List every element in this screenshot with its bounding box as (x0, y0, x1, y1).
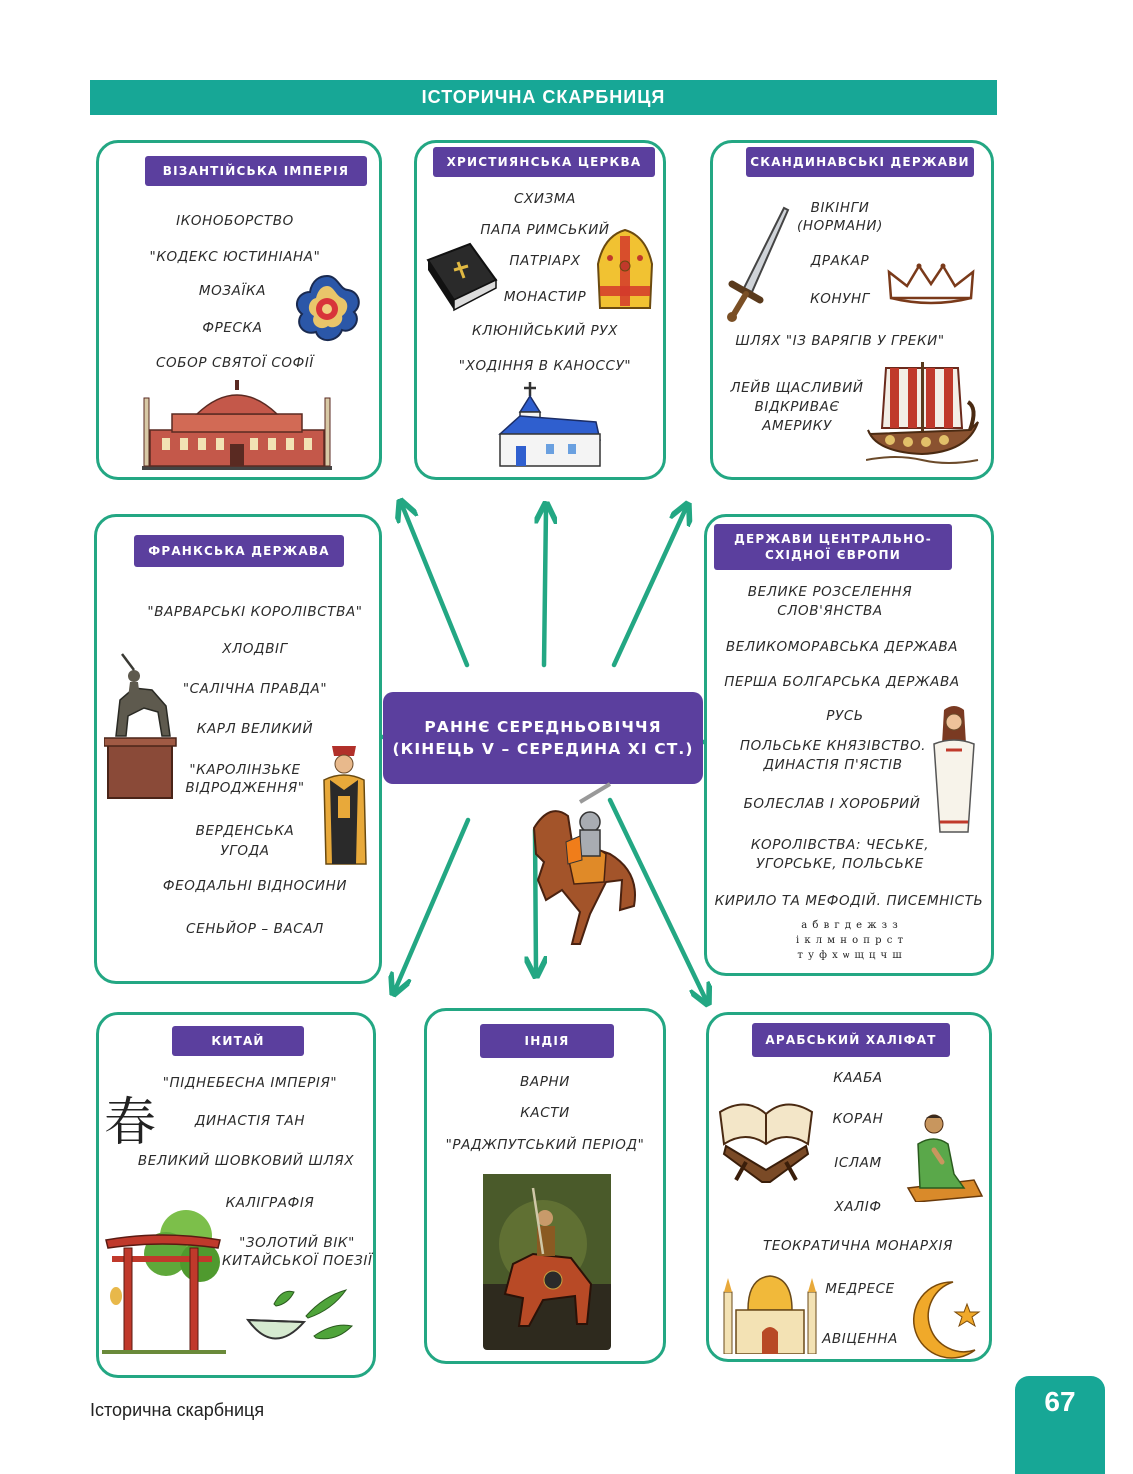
caliphate-item: АВІЦЕННА (822, 1331, 898, 1347)
caliphate-item: КААБА (833, 1070, 883, 1086)
rajput-warrior-icon (483, 1174, 611, 1350)
china-item: КАЛІГРАФІЯ (225, 1195, 315, 1211)
franks-item: УГОДА (220, 843, 270, 859)
central-topic (383, 692, 703, 784)
bible-icon (418, 240, 500, 312)
central-europe-item: ПОЛЬСЬКЕ КНЯЗІВСТВО. (739, 738, 927, 754)
central-europe-item: ВЕЛИКЕ РОЗСЕЛЕННЯ (747, 584, 913, 600)
central-europe-item: ВЕЛИКОМОРАВСЬКА ДЕРЖАВА (725, 639, 959, 655)
scandinavia-item: КОНУНГ (810, 291, 870, 307)
scandinavia-item: ДРАКАР (810, 253, 870, 269)
church-item: МОНАСТИР (503, 289, 587, 305)
alphabet-line: і к л м н о п р с т (795, 935, 905, 946)
church-item: ПАПА РИМСЬКИЙ (480, 222, 610, 238)
central-europe-item: РУСЬ (826, 708, 864, 724)
card-title-india: ІНДІЯ (480, 1024, 614, 1058)
caliphate-item: КОРАН (832, 1111, 884, 1127)
byzantium-item: ФРЕСКА (202, 320, 263, 336)
card-title-scandinavia: СКАНДИНАВСЬКІ ДЕРЖАВИ (746, 147, 974, 177)
central-europe-item: СЛОВ'ЯНСТВА (777, 603, 883, 619)
card-title-china: КИТАЙ (172, 1026, 304, 1056)
church-icon (496, 382, 602, 472)
card-title-central-europe-line1: ДЕРЖАВИ ЦЕНТРАЛЬНО- (734, 532, 932, 546)
alphabet-line: а б в г д е ж з з (801, 920, 899, 931)
praying-man-icon (904, 1110, 984, 1202)
china-item: ВЕЛИКИЙ ШОВКОВИЙ ШЛЯХ (137, 1153, 355, 1169)
church-item: ПАТРІАРХ (509, 253, 581, 269)
china-item: КИТАЙСЬКОЇ ПОЕЗІЇ (222, 1253, 373, 1269)
alphabet-sample (785, 918, 915, 963)
india-item: "РАДЖПУТСЬКИЙ ПЕРІОД" (445, 1137, 645, 1153)
page-number-value: 67 (1044, 1386, 1076, 1417)
caliphate-item: ТЕОКРАТИЧНА МОНАРХІЯ (762, 1238, 954, 1254)
scandinavia-item: ВІДКРИВАЄ (754, 399, 840, 415)
card-title-caliphate: АРАБСЬКИЙ ХАЛІФАТ (752, 1023, 950, 1057)
page-number (1015, 1376, 1105, 1474)
banner-title: ІСТОРИЧНА СКАРБНИЦЯ (421, 87, 666, 107)
franks-item: "САЛІЧНА ПРАВДА" (182, 681, 328, 697)
torii-gate-icon (102, 1196, 226, 1356)
monk-icon (316, 740, 372, 868)
china-item: "ЗОЛОТИЙ ВІК" (239, 1235, 355, 1251)
card-title-central-europe-line2: СХІДНОЇ ЄВРОПИ (765, 548, 901, 562)
byzantium-item: "КОДЕКС ЮСТИНІАНА" (149, 249, 321, 265)
arrow-to-church (544, 508, 546, 665)
mitre-icon (594, 228, 656, 312)
card-title-franks: ФРАНКСЬКА ДЕРЖАВА (134, 535, 344, 567)
quran-stand-icon (716, 1092, 816, 1184)
viking-ship-icon (866, 360, 982, 466)
caliphate-item: ІСЛАМ (834, 1155, 882, 1171)
slavic-woman-icon (926, 704, 982, 834)
china-item: ДИНАСТІЯ ТАН (194, 1113, 306, 1129)
byzantium-item: ІКОНОБОРСТВО (176, 213, 294, 229)
crown-icon (885, 262, 977, 308)
franks-item: КАРЛ ВЕЛИКИЙ (196, 721, 314, 737)
statue-icon (104, 648, 182, 800)
card-title-church: ХРИСТИЯНСЬКА ЦЕРКВА (433, 147, 655, 177)
china-item: "ПІДНЕБЕСНА ІМПЕРІЯ" (162, 1075, 338, 1091)
central-europe-item: ДИНАСТІЯ П'ЯСТІВ (763, 757, 903, 773)
franks-item: "КАРОЛІНЗЬКЕ (189, 762, 301, 778)
card-title-central-europe (714, 524, 952, 570)
byzantium-item: СОБОР СВЯТОЇ СОФІЇ (155, 355, 315, 371)
franks-item: ВІДРОДЖЕННЯ" (185, 780, 305, 796)
central-europe-item: КОРОЛІВСТВА: ЧЕСЬКЕ, (750, 837, 930, 853)
byzantium-item: МОЗАЇКА (198, 283, 267, 299)
mosque-icon (720, 1270, 820, 1354)
scandinavia-item: ВІКІНГИ (810, 200, 870, 216)
footer-section-name: Історична скарбниця (90, 1400, 265, 1420)
sword-icon (722, 206, 794, 322)
cathedral-icon (142, 378, 332, 470)
scandinavia-item: ШЛЯХ "ІЗ ВАРЯГІВ У ГРЕКИ" (735, 333, 945, 349)
arrow-to-scandinavia (614, 508, 686, 665)
knight-icon (510, 782, 650, 950)
arrow-to-byzantium (402, 505, 467, 665)
tea-icon (244, 1286, 354, 1358)
central-europe-item: УГОРСЬКЕ, ПОЛЬСЬКЕ (756, 856, 924, 872)
franks-item: ВЕРДЕНСЬКА (195, 823, 295, 839)
scandinavia-item: (НОРМАНИ) (797, 218, 883, 234)
franks-item: "ВАРВАРСЬКІ КОРОЛІВСТВА" (147, 604, 363, 620)
central-topic-line1: РАННЄ СЕРЕДНЬОВІЧЧЯ (424, 718, 662, 736)
india-item: КАСТИ (520, 1105, 570, 1121)
central-europe-item: КИРИЛО ТА МЕФОДІЙ. ПИСЕМНІСТЬ (714, 893, 984, 909)
church-item: СХИЗМА (514, 191, 576, 207)
central-europe-item: ПЕРША БОЛГАРСЬКА ДЕРЖАВА (724, 674, 960, 690)
franks-item: ФЕОДАЛЬНІ ВІДНОСИНИ (162, 878, 348, 894)
crescent-star-icon (905, 1278, 989, 1360)
franks-item: ХЛОДВІГ (222, 641, 288, 657)
franks-item: СЕНЬЙОР – ВАСАЛ (186, 921, 324, 937)
card-title-byzantium: ВІЗАНТІЙСЬКА ІМПЕРІЯ (145, 156, 367, 186)
mosaic-icon (290, 272, 364, 346)
chinese-glyph: 春 (104, 1093, 157, 1153)
caliphate-item: МЕДРЕСЕ (825, 1281, 895, 1297)
church-item: "ХОДІННЯ В КАНОССУ" (458, 358, 632, 374)
scandinavia-item: АМЕРИКУ (762, 418, 832, 434)
central-europe-item: БОЛЕСЛАВ І ХОРОБРИЙ (743, 796, 921, 812)
caliphate-item: ХАЛІФ (834, 1199, 882, 1215)
arrow-to-china (395, 820, 468, 990)
alphabet-line: т у ф х ѡ щ ц ч ш (797, 950, 903, 961)
scandinavia-item: ЛЕЙВ ЩАСЛИВИЙ (730, 380, 864, 396)
india-item: ВАРНИ (520, 1074, 570, 1090)
central-topic-line2: (КІНЕЦЬ V – СЕРЕДИНА XI СТ.) (392, 740, 694, 758)
church-item: КЛЮНІЙСЬКИЙ РУХ (472, 323, 618, 339)
